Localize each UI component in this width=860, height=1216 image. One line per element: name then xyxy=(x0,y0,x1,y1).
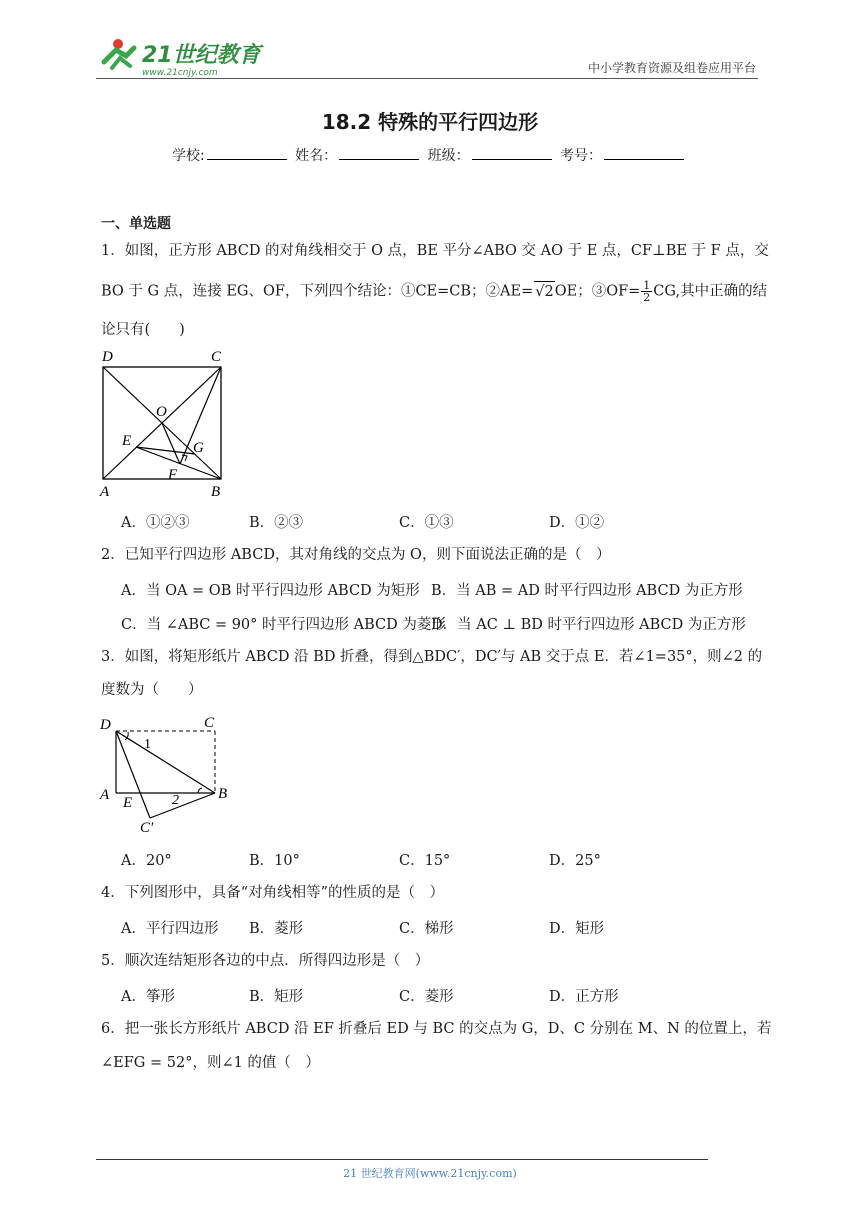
q3-option-b: B．10° xyxy=(249,853,300,869)
exam-no-label: 考号： xyxy=(560,148,603,164)
page-title: 18.2 特殊的平行四边形 xyxy=(321,110,539,134)
header-divider xyxy=(96,78,758,79)
q2-option-c: C．当 ∠ABC = 90° 时平行四边形 ABCD 为菱形 xyxy=(121,617,446,633)
q1-option-c: C．①③ xyxy=(399,515,454,531)
q1-option-a: A．①②③ xyxy=(121,515,190,531)
school-blank xyxy=(207,147,287,160)
q4-option-c: C．梯形 xyxy=(399,921,454,937)
site-logo xyxy=(96,34,266,80)
q5-stem: 5．顺次连结矩形各边的中点．所得四边形是（ ） xyxy=(101,953,430,969)
section-heading: 一、单选题 xyxy=(101,216,171,232)
q2-option-d: D．当 AC ⊥ BD 时平行四边形 ABCD 为正方形 xyxy=(431,617,746,633)
q3-line2: 度数为（ ） xyxy=(101,682,203,698)
q4-option-d: D．矩形 xyxy=(549,921,605,937)
q6-line1: 6．把一张长方形纸片 ABCD 沿 EF 折叠后 ED 与 BC 的交点为 G，D、C 分别在 M、N 的位置上，若 xyxy=(101,1021,772,1037)
exam-no-blank xyxy=(604,147,684,160)
q5-option-c: C．菱形 xyxy=(399,989,454,1005)
student-info-line xyxy=(0,145,860,165)
q3-line1: 3．如图，将矩形纸片 ABCD 沿 BD 折叠，得到△BDC′，DC′与 AB 交于点 E．若∠1=35°，则∠2 的 xyxy=(101,649,763,665)
angle-2-label: 2 xyxy=(172,793,179,808)
logo-text: 21世纪教育 xyxy=(142,43,261,68)
name-blank xyxy=(339,147,419,160)
q2-option-b: B．当 AB = AD 时平行四边形 ABCD 为正方形 xyxy=(431,583,743,599)
label-E: E xyxy=(122,433,132,449)
q5-option-b: B．矩形 xyxy=(249,989,304,1005)
q5-option-a: A．筝形 xyxy=(121,989,175,1005)
label-B: B xyxy=(211,484,221,500)
q3-option-a: A．20° xyxy=(121,853,172,869)
q4-option-a: A．平行四边形 xyxy=(121,921,219,937)
name-label: 姓名： xyxy=(295,148,338,164)
q1-option-d: D．①② xyxy=(549,515,605,531)
label-E: E xyxy=(123,795,133,811)
q1-square-figure xyxy=(98,344,234,500)
q1-line2: BO 于 G 点，连接 EG、OF，下列四个结论：①CE=CB；②AE= √2OE；③OF= $\frac{1}{2}$ CG,其中正确的结 xyxy=(101,279,768,304)
label-D: D xyxy=(102,349,113,365)
q3-option-c: C．15° xyxy=(399,853,451,869)
header-platform-text: 中小学教育资源及组卷应用平台 xyxy=(587,61,756,75)
label-C-prime: C′ xyxy=(140,820,154,836)
q1-line1: 1．如图，正方形 ABCD 的对角线相交于 O 点，BE 平分∠ABO 交 AO 于 E 点，CF⊥BE 于 F 点，交 xyxy=(101,243,769,259)
label-G: G xyxy=(193,440,204,456)
q4-stem: 4．下列图形中，具备“对角线相等”的性质的是（ ） xyxy=(101,885,445,901)
school-label: 学校: xyxy=(171,148,205,164)
fraction-one-half: $\frac{1}{2}$ xyxy=(643,279,651,304)
q5-option-d: D．正方形 xyxy=(549,989,619,1005)
label-C: C xyxy=(211,349,222,365)
q6-line2: ∠EFG = 52°，则∠1 的值（ ） xyxy=(101,1055,320,1071)
label-B: B xyxy=(218,786,228,802)
logo-url: www.21cnjy.com xyxy=(142,68,218,78)
angle-1-label: 1 xyxy=(144,737,151,752)
label-C: C xyxy=(204,715,215,731)
q2-stem: 2．已知平行四边形 ABCD，其对角线的交点为 O，则下面说法正确的是（ ） xyxy=(101,547,611,563)
label-F: F xyxy=(168,467,178,483)
q3-option-d: D．25° xyxy=(549,853,601,869)
label-O: O xyxy=(156,404,167,420)
q2-option-a: A．当 OA = OB 时平行四边形 ABCD 为矩形 xyxy=(121,583,420,599)
class-label: 班级： xyxy=(427,148,470,164)
footer-divider xyxy=(96,1159,708,1160)
footer-text: 21 世纪教育网(www.21cnjy.com) xyxy=(343,1167,517,1180)
class-blank xyxy=(472,147,552,160)
sqrt-symbol: √2 xyxy=(534,281,554,302)
label-D: D xyxy=(100,717,111,733)
q3-fold-figure xyxy=(98,710,238,838)
q4-option-b: B．菱形 xyxy=(249,921,304,937)
label-A: A xyxy=(100,484,110,500)
q1-option-b: B．②③ xyxy=(249,515,304,531)
q1-line3: 论只有( ) xyxy=(101,322,185,338)
label-A: A xyxy=(100,787,110,803)
